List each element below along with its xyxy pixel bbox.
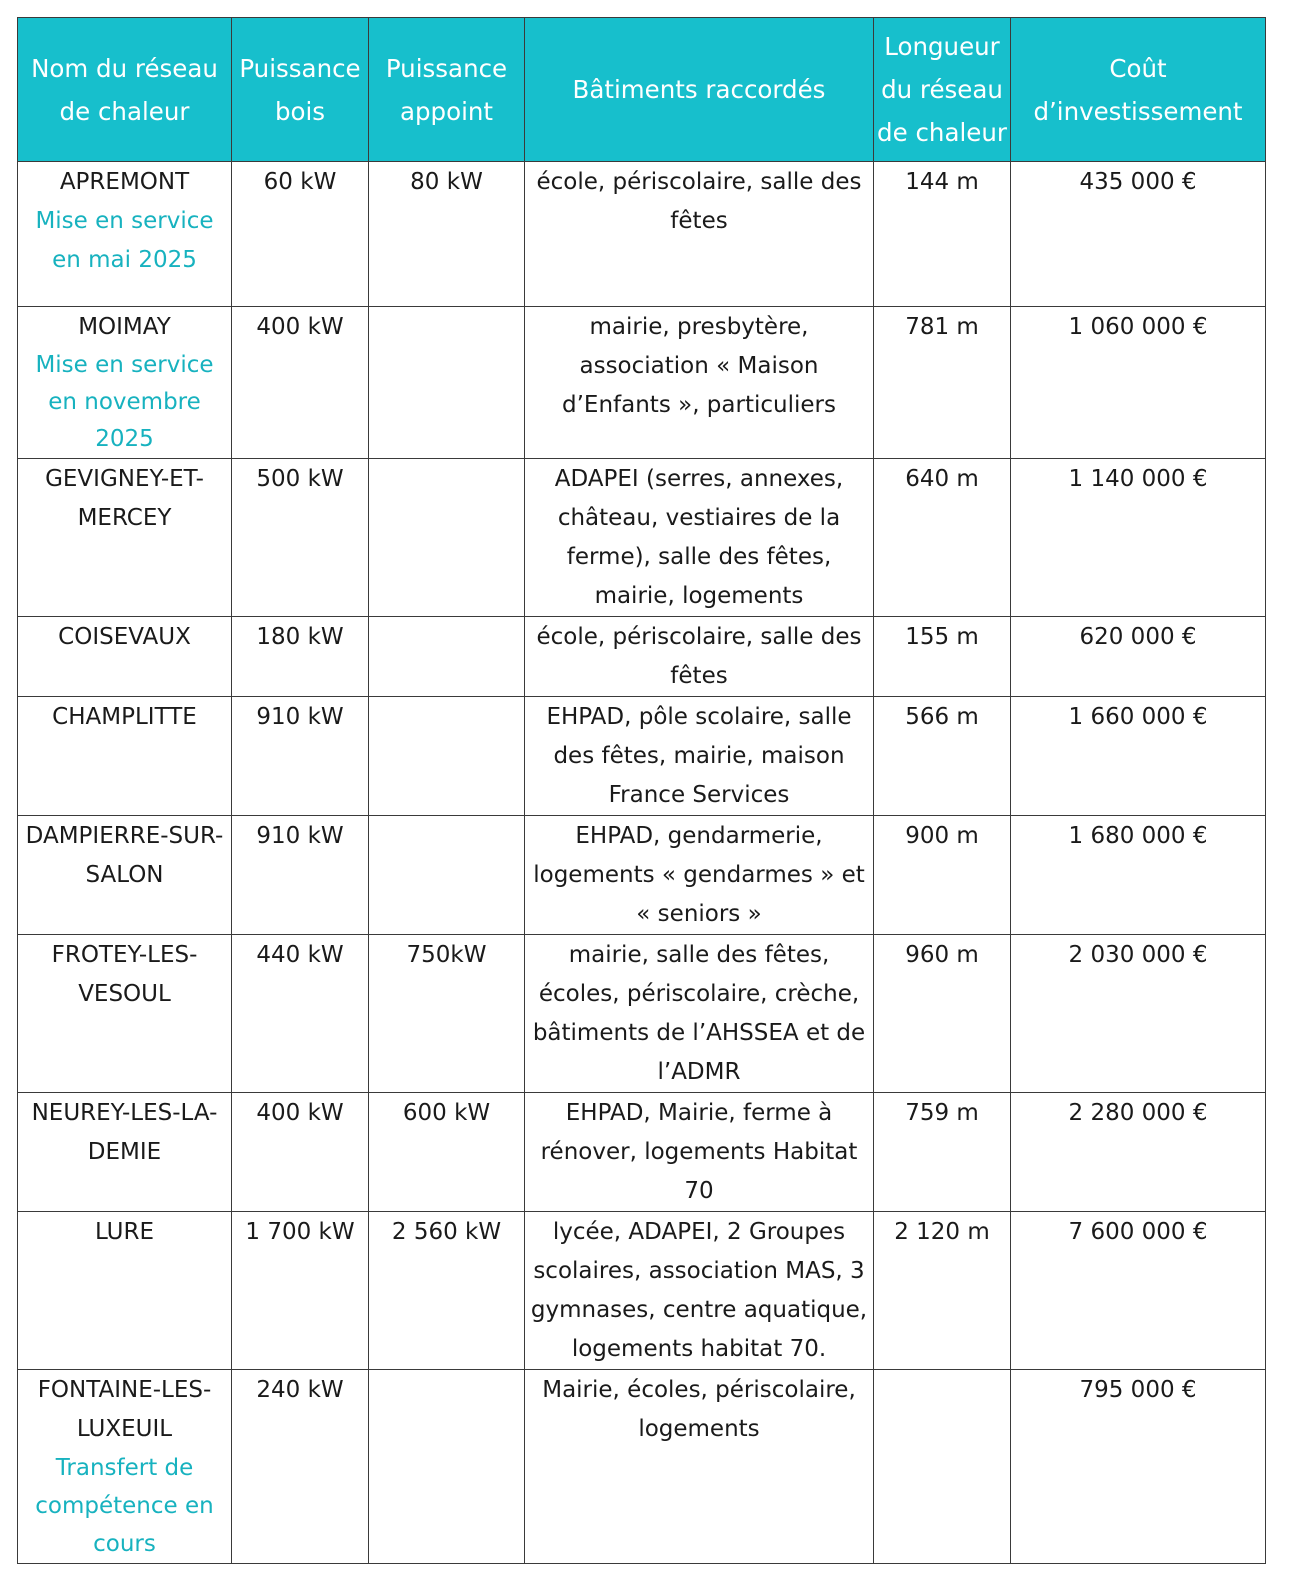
cell-longueur: 640 m [874,459,1011,617]
cell-cout: 1 680 000 € [1011,816,1266,935]
cell-appoint: 80 kW [369,162,525,307]
cell-longueur: 900 m [874,816,1011,935]
cell-nom [18,697,232,816]
network-name: GEVIGNEY-ET-MERCEY [45,466,204,531]
cell-longueur: 759 m [874,1093,1011,1212]
cell-bois: 440 kW [232,935,369,1093]
header-nom: Nom du réseau de chaleur [18,18,232,162]
network-name: APREMONT [59,169,190,195]
network-name: DAMPIERRE-SUR-SALON [25,823,224,888]
cell-longueur [874,1370,1011,1564]
table-row [18,1093,1266,1212]
cell-bois: 1 700 kW [232,1212,369,1370]
header-row [18,18,1266,162]
cell-cout: 1 060 000 € [1011,307,1266,459]
cell-longueur: 155 m [874,617,1011,697]
table-row [18,162,1266,307]
header-appoint: Puissance appoint [369,18,525,162]
cell-batiments: Mairie, écoles, périscolaire, logements [525,1370,874,1564]
cell-cout: 620 000 € [1011,617,1266,697]
header-bois: Puissance bois [232,18,369,162]
cell-cout: 2 030 000 € [1011,935,1266,1093]
cell-batiments: école, périscolaire, salle des fêtes [525,162,874,307]
cell-nom [18,617,232,697]
cell-batiments: EHPAD, pôle scolaire, salle des fêtes, mairie, maison France Services [525,697,874,816]
cell-appoint [369,307,525,459]
network-name: MOIMAY [78,314,171,340]
cell-nom [18,307,232,459]
table-row [18,816,1266,935]
table-row [18,1212,1266,1370]
cell-batiments: lycée, ADAPEI, 2 Groupes scolaires, association MAS, 3 gymnases, centre aquatique, logements habitat 70. [525,1212,874,1370]
table-row [18,459,1266,617]
heat-network-table [17,17,1266,1564]
network-name: LURE [94,1219,155,1245]
cell-batiments: EHPAD, Mairie, ferme à rénover, logements Habitat 70 [525,1093,874,1212]
header-longueur: Longueur du réseau de chaleur [874,18,1011,162]
network-name: FONTAINE-LES-LUXEUIL [37,1377,212,1442]
cell-batiments: mairie, presbytère, association « Maison d’Enfants », particuliers [525,307,874,459]
cell-batiments: école, périscolaire, salle des fêtes [525,617,874,697]
network-name: CHAMPLITTE [52,704,197,730]
table-row [18,307,1266,459]
table-row [18,935,1266,1093]
cell-bois: 500 kW [232,459,369,617]
table-row [18,1370,1266,1564]
cell-nom [18,1093,232,1212]
cell-longueur: 2 120 m [874,1212,1011,1370]
network-name: NEUREY-LES-LA-DEMIE [31,1100,218,1165]
cell-longueur: 781 m [874,307,1011,459]
cell-nom [18,459,232,617]
cell-appoint [369,816,525,935]
cell-bois: 910 kW [232,697,369,816]
cell-batiments: ADAPEI (serres, annexes, château, vestiaires de la ferme), salle des fêtes, mairie, logements [525,459,874,617]
cell-cout: 795 000 € [1011,1370,1266,1564]
cell-appoint [369,459,525,617]
cell-bois: 180 kW [232,617,369,697]
cell-cout: 435 000 € [1011,162,1266,307]
cell-nom [18,935,232,1093]
cell-longueur: 960 m [874,935,1011,1093]
cell-appoint [369,1370,525,1564]
cell-bois: 400 kW [232,1093,369,1212]
network-note: Transfert de compétence en cours [35,1455,214,1557]
network-note: Mise en service en mai 2025 [35,208,214,273]
cell-bois: 60 kW [232,162,369,307]
network-note: Mise en service en novembre 2025 [35,352,214,452]
network-name: COISEVAUX [58,624,191,650]
cell-nom [18,162,232,307]
cell-bois: 240 kW [232,1370,369,1564]
network-name: FROTEY-LES-VESOUL [51,942,198,1007]
table-row [18,697,1266,816]
cell-cout: 2 280 000 € [1011,1093,1266,1212]
cell-cout: 1 660 000 € [1011,697,1266,816]
cell-batiments: mairie, salle des fêtes, écoles, périscolaire, crèche, bâtiments de l’AHSSEA et de l’ADMR [525,935,874,1093]
cell-longueur: 144 m [874,162,1011,307]
cell-cout: 1 140 000 € [1011,459,1266,617]
header-cout: Coût d’investissement [1011,18,1266,162]
cell-nom [18,1212,232,1370]
table-row [18,617,1266,697]
cell-batiments: EHPAD, gendarmerie, logements « gendarmes » et « seniors » [525,816,874,935]
cell-bois: 910 kW [232,816,369,935]
cell-appoint: 2 560 kW [369,1212,525,1370]
cell-longueur: 566 m [874,697,1011,816]
cell-appoint [369,697,525,816]
cell-appoint [369,617,525,697]
cell-nom [18,816,232,935]
cell-appoint: 600 kW [369,1093,525,1212]
cell-appoint: 750kW [369,935,525,1093]
cell-bois: 400 kW [232,307,369,459]
cell-nom [18,1370,232,1564]
cell-cout: 7 600 000 € [1011,1212,1266,1370]
header-batiments: Bâtiments raccordés [525,18,874,162]
